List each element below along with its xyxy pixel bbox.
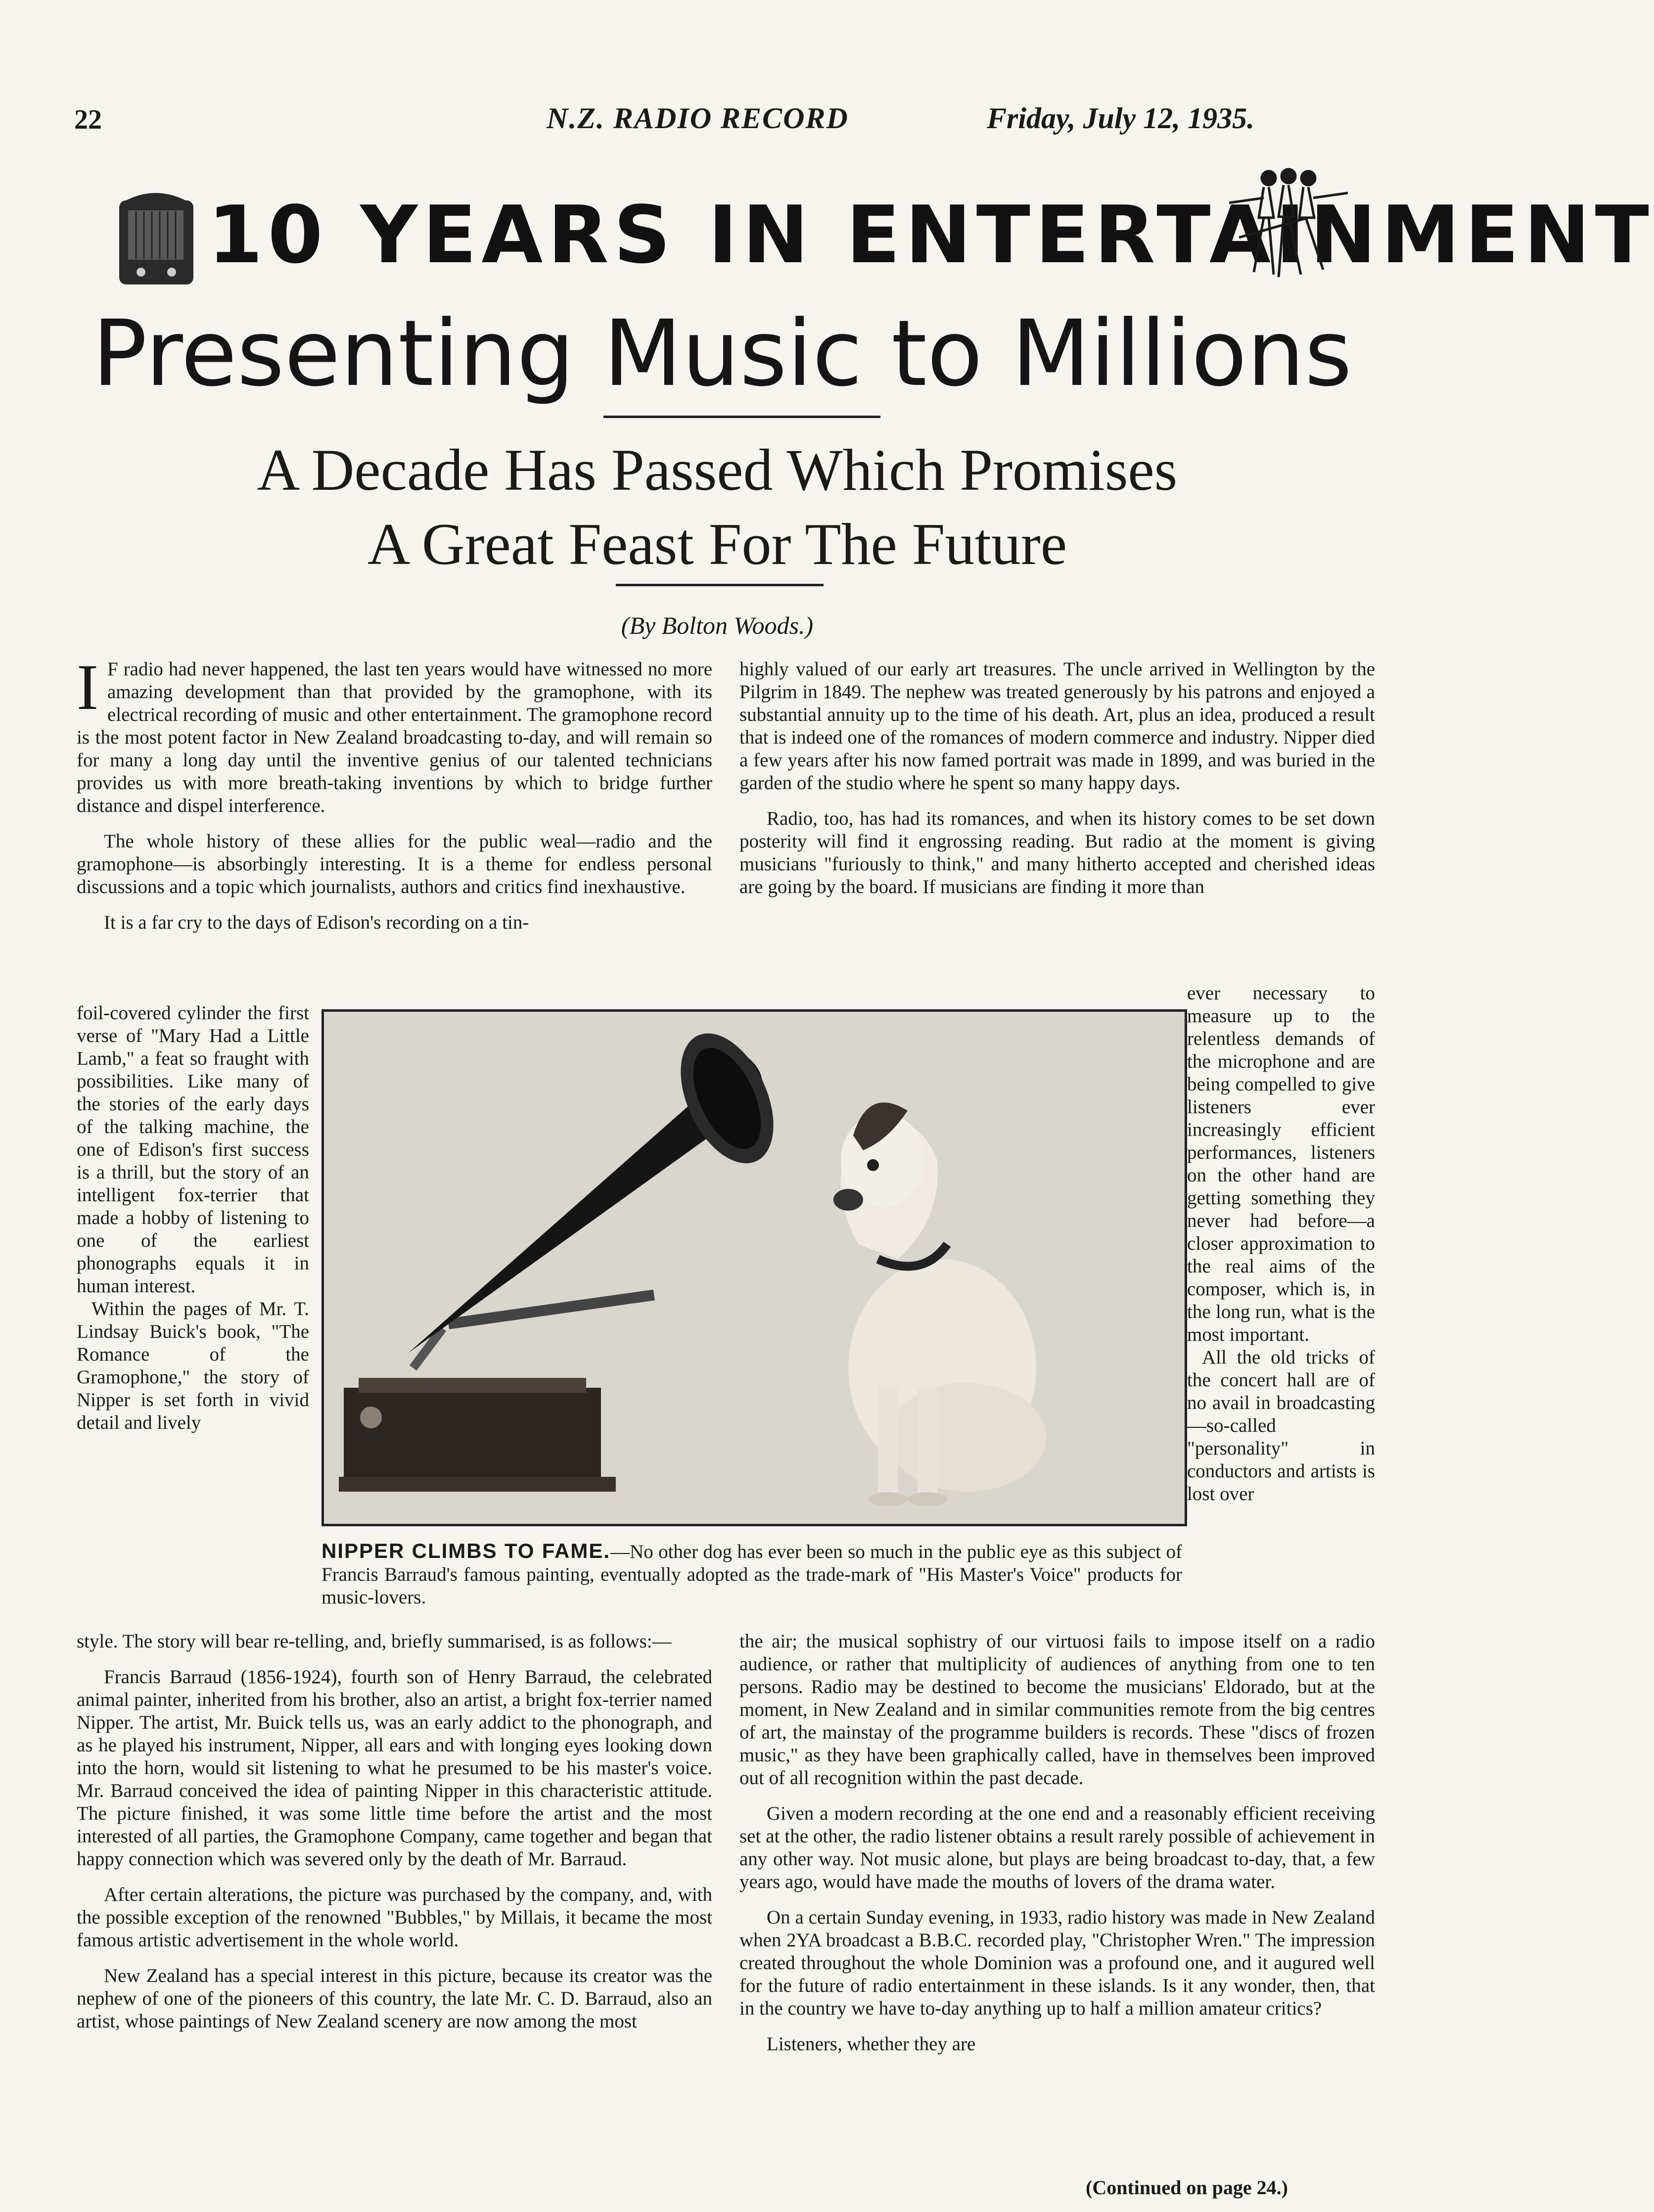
continued-notice: (Continued on page 24.) bbox=[1086, 2176, 1288, 2199]
byline: (By Bolton Woods.) bbox=[621, 612, 814, 639]
paragraph: Listeners, whether they are bbox=[767, 2033, 976, 2055]
caption-heading: NIPPER CLIMBS TO FAME. bbox=[322, 1539, 611, 1562]
article-column-right bbox=[739, 658, 1375, 898]
paragraph-text: F radio had never happened, the last ten years would have witnessed no more amazing development than that provided by the gramophone, with its electrical recording of music and other entertainment. The gramophone record is the most potent factor in New Zealand broadcasting to-day, and will remain so for many a long day until the inventive genius of our talented technicians provides us with more breath-taking inventions by which to bridge further distance and dispel interference. bbox=[77, 659, 712, 816]
paragraph: New Zealand has a special interest in this picture, because its creator was the nephew of one of the pioneers of this country, the late Mr. C. D. Barraud, also an artist, whose paintings of New Zealand scenery are now among the most bbox=[77, 1965, 712, 2032]
subheadline bbox=[148, 433, 1286, 581]
radio-set-icon bbox=[116, 190, 200, 289]
photo-caption bbox=[322, 1540, 1182, 1609]
article-column-narrow-right bbox=[1187, 982, 1375, 1506]
paragraph: style. The story will bear re-telling, and, briefly summarised, is as follows:— bbox=[77, 1631, 672, 1652]
article-column-left bbox=[77, 651, 712, 934]
dancers-illustration-icon bbox=[1209, 163, 1358, 287]
paragraph: All the old tricks of the concert hall are of no avail in broadcasting—so-called "personality" in conductors and artists is lost over bbox=[1187, 1347, 1375, 1505]
paragraph: On a certain Sunday evening, in 1933, radio history was made in New Zealand when 2YA broadcast a B.B.C. recorded play, "Christopher Wren." The impression created throughout the whole Dominion was a profound one, and it augured well for the future of radio entertainment in these islands. Is it any wonder, then, that in the country we have to-day anything up to half a million amateur critics? bbox=[739, 1907, 1375, 2019]
paragraph: highly valued of our early art treasures. The uncle arrived in Wellington by the Pilgrim in 1849. The nephew was treated generously by his patrons and enjoyed a substantial annuity up to the time of his death. Art, plus an idea, produced a result that is indeed one of the romances of modern commerce and industry. Nipper died a few years after his now famed portrait was made in 1899, and was buried in the garden of the studio where he spent so many happy days. bbox=[739, 659, 1375, 794]
paragraph: The whole history of these allies for the public weal—radio and the gramophone—is absorbingly interesting. It is a theme for endless personal discussions and a topic which journalists, authors and critics find inexhaustive. bbox=[77, 831, 712, 897]
paragraph: Within the pages of Mr. T. Lindsay Buick's book, "The Romance of the Gramophone," the story of Nipper is set forth in vivid detail and lively bbox=[77, 1298, 309, 1433]
paragraph: Radio, too, has had its romances, and when its history comes to be set down posterity will find it engrossing reading. But radio at the moment is giving musicians "furiously to think," and many hitherto accepted and cherished ideas are going by the board. If musicians are finding it more than bbox=[739, 808, 1375, 897]
article-column-right-lower bbox=[739, 1630, 1375, 2056]
issue-date: Friday, July 12, 1935. bbox=[987, 102, 1255, 135]
nipper-photograph bbox=[322, 1009, 1187, 1526]
paragraph: Given a modern recording at the one end and a reasonably efficient receiving set at the other, the radio listener obtains a result rarely possible of achievement in any other way. Not music alone, but plays are being broadcast to-day, that, a few years ago, would have made the mouths of lovers of the drama water. bbox=[739, 1803, 1375, 1892]
subheadline-rule bbox=[616, 584, 824, 586]
paragraph: After certain alterations, the picture was purchased by the company, and, with the possible exception of the renowned "Bubbles," by Millais, it became the most famous artistic advertisement in the whole world. bbox=[77, 1884, 712, 1951]
subheadline-line-1: A Decade Has Passed Which Promises bbox=[257, 437, 1178, 503]
paragraph: ever necessary to measure up to the relentless demands of the microphone and are being compelled to give listeners ever increasingly efficient performances, listeners on the other hand are getting something they never had before—a closer approximation to the real aims of the composer, which is, in the long run, what is the most important. bbox=[1187, 983, 1375, 1345]
subheadline-line-2: A Great Feast For The Future bbox=[367, 511, 1067, 577]
paragraph: the air; the musical sophistry of our virtuosi fails to impose itself on a radio audience, or rather that multiplicity of audiences of anything from one to ten persons. Radio may be destined to become the musicians' Eldorado, but at the moment, in New Zealand and in similar communities remote from the big centres of art, the mainstay of the programme builders is records. These "discs of frozen music," as they have been graphically called, have in themselves been improved out of all recognition within the past decade. bbox=[739, 1631, 1375, 1788]
publication-title: N.Z. RADIO RECORD bbox=[547, 102, 849, 135]
drop-cap: I bbox=[77, 651, 98, 723]
gramophone-and-dog-image bbox=[324, 1012, 1185, 1524]
paragraph: It is a far cry to the days of Edison's recording on a tin- bbox=[104, 912, 529, 933]
paragraph: Francis Barraud (1856-1924), fourth son of Henry Barraud, the celebrated animal painter, inherited from his brother, also an artist, a bright fox-terrier named Nipper. The artist, Mr. Buick tells us, was an early addict to the phonograph, and as he played his instrument, Nipper, all ears and with longing eyes looking down into the horn, would sit listening to what he presumed to be his master's voice. Mr. Barraud conceived the idea of painting Nipper in this characteristic attitude. The picture finished, it was some little time before the artist and the most interested of all parties, the Gramophone Company, came together and began that happy connection which was severed only by the death of Mr. Barraud. bbox=[77, 1666, 712, 1870]
caption-text: —No other dog has ever been so much in the public eye as this subject of Francis Barraud's famous painting, eventually adopted as the trade-mark of "His Master's Voice" products for music-lovers. bbox=[322, 1541, 1182, 1608]
article-column-left-lower bbox=[77, 1630, 712, 2046]
headline-rule bbox=[603, 416, 880, 418]
page-number: 22 bbox=[74, 104, 102, 135]
article-column-narrow-left bbox=[77, 1002, 309, 1434]
headline: Presenting Music to Millions bbox=[92, 301, 1352, 407]
paragraph: foil-covered cylinder the first verse of "Mary Had a Little Lamb," a feat so fraught with possibilities. Like many of the stories of the early days of the talking machine, the one of Edison's first success is a thrill, but the story of an intelligent fox-terrier that made a hobby of listening to one of the earliest phonographs equals it in human interest. bbox=[77, 1002, 309, 1297]
section-banner: 10 YEARS IN ENTERTAINMENT bbox=[208, 188, 1654, 281]
paragraph bbox=[77, 651, 712, 817]
